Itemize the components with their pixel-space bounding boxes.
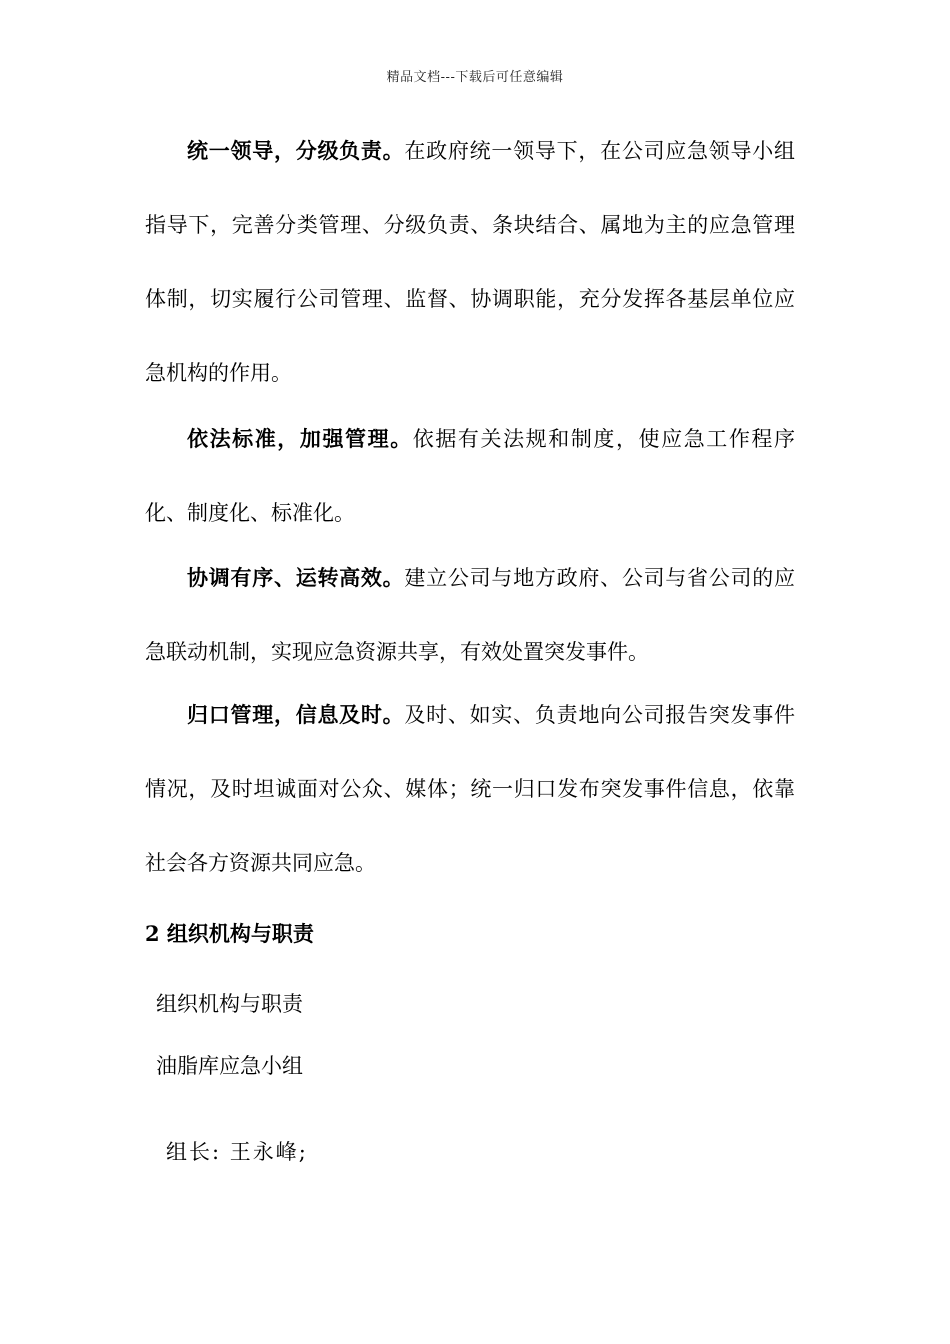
paragraph-lead: 协调有序、运转高效。	[187, 565, 405, 590]
paragraph-lawful-standard	[145, 402, 795, 550]
paragraph-lead: 依法标准，加强管理。	[187, 426, 413, 451]
sub-heading-emergency-group: 油脂库应急小组	[156, 1054, 303, 1078]
paragraph-information	[145, 678, 795, 900]
paragraph-body: 在政府统一领导下，在公司应急领导小组指导下，完善分类管理、分级负责、条块结合、属地为主的应急管理体制，切实履行公司管理、监督、协调职能，充分发挥各基层单位应急机构的作用。	[145, 139, 796, 385]
group-leader-line: 组长: 王永峰;	[166, 1140, 308, 1164]
paragraph-coordination	[145, 541, 795, 689]
paragraph-body: 及时、如实、负责地向公司报告突发事件情况，及时坦诚面对公众、媒体；统一归口发布突发事件信息，依靠社会各方资源共同应急。	[145, 703, 796, 875]
paragraph-unified-leadership	[145, 114, 795, 410]
paragraph-body: 建立公司与地方政府、公司与省公司的应急联动机制，实现应急资源共享，有效处置突发事件。	[145, 566, 796, 664]
paragraph-body: 依据有关法规和制度，使应急工作程序化、制度化、标准化。	[145, 427, 796, 525]
paragraph-lead: 统一领导，分级负责。	[187, 138, 405, 163]
paragraph-lead: 归口管理，信息及时。	[187, 702, 405, 727]
page-header: 精品文档---下载后可任意编辑	[386, 70, 564, 85]
section-heading: 2 组织机构与职责	[145, 921, 314, 946]
sub-heading-organization: 组织机构与职责	[156, 992, 303, 1016]
